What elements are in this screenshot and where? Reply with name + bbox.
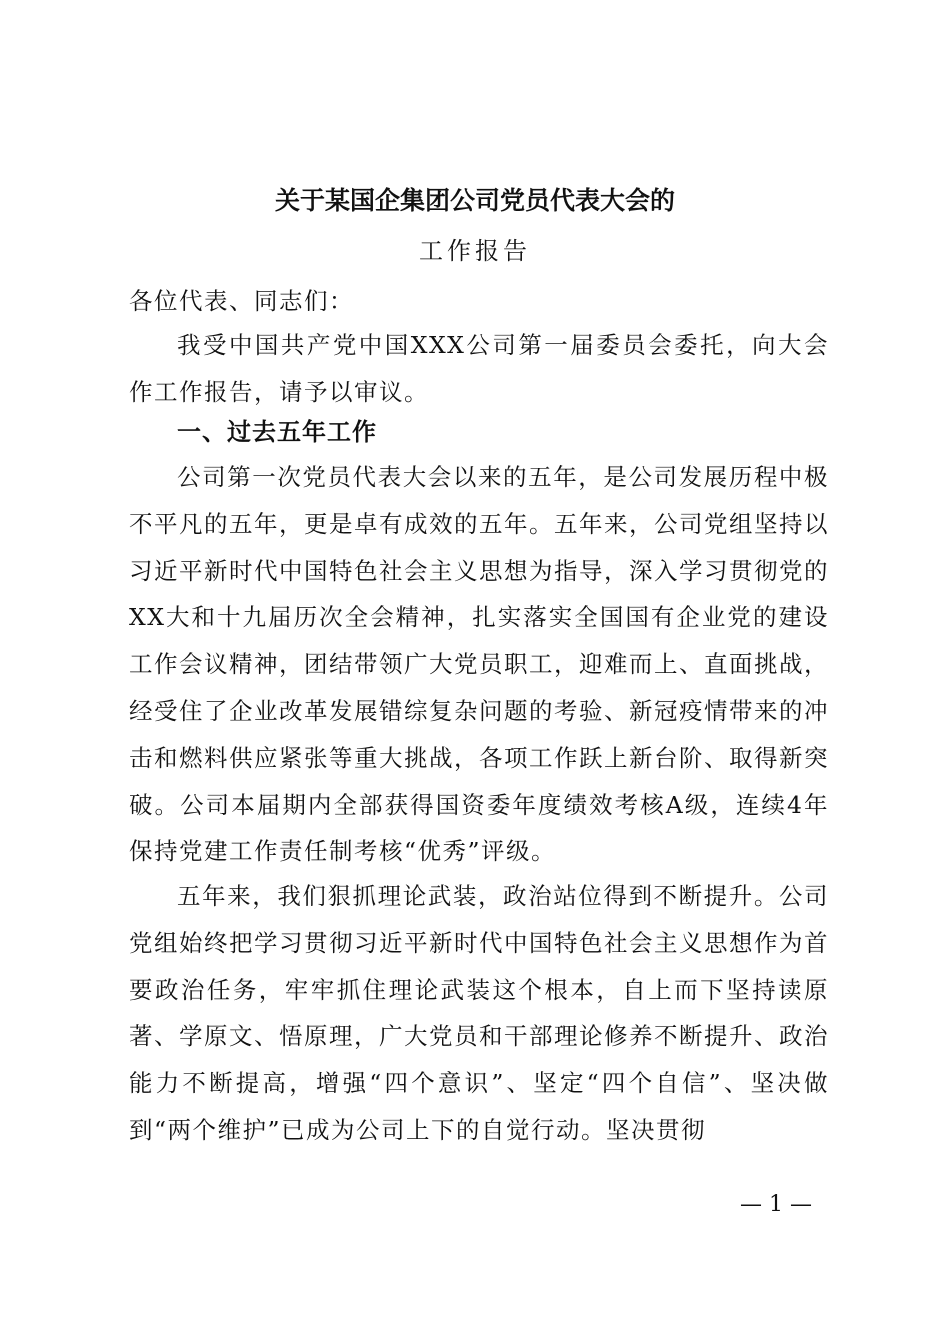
paragraph-review: 公司第一次党员代表大会以来的五年，是公司发展历程中极不平凡的五年，更是卓有成效的五年。五年来，公司党组坚持以习近平新时代中国特色社会主义思想为指导，深入学习贯彻党的XX大和十九届历次全会精神，扎实落实全国国有企业党的建设工作会议精神，团结带领广大党员职工，迎难而上、直面挑战，经受住了企业改革发展错综复杂问题的考验、新冠疫情带来的冲击和燃料供应紧张等重大挑战，各项工作跃上新台阶、取得新突破。公司本届期内全部获得国资委年度绩效考核A级，连续4年保持党建工作责任制考核“优秀”评级。 — [129, 463, 829, 866]
document-subtitle: 工作报告 — [419, 237, 531, 265]
paragraph-intro: 我受中国共产党中国XXX公司第一届委员会委托，向大会作工作报告，请予以审议。 — [129, 331, 829, 406]
salutation: 各位代表、同志们： — [129, 287, 354, 315]
paragraph-theory: 五年来，我们狠抓理论武装，政治站位得到不断提升。公司党组始终把学习贯彻习近平新时代中国特色社会主义思想作为首要政治任务，牢牢抓住理论武装这个根本，自上而下坚持读原著、学原文、悟原理，广大党员和干部理论修养不断提升、政治能力不断提高，增强“四个意识”、坚定“四个自信”、坚决做到“两个维护”已成为公司上下的自觉行动。坚决贯彻 — [129, 882, 829, 1144]
document-title: 关于某国企集团公司党员代表大会的 — [274, 186, 675, 215]
page-number: — 1 — — [740, 1192, 812, 1217]
section-heading: 一、过去五年工作 — [177, 417, 377, 446]
